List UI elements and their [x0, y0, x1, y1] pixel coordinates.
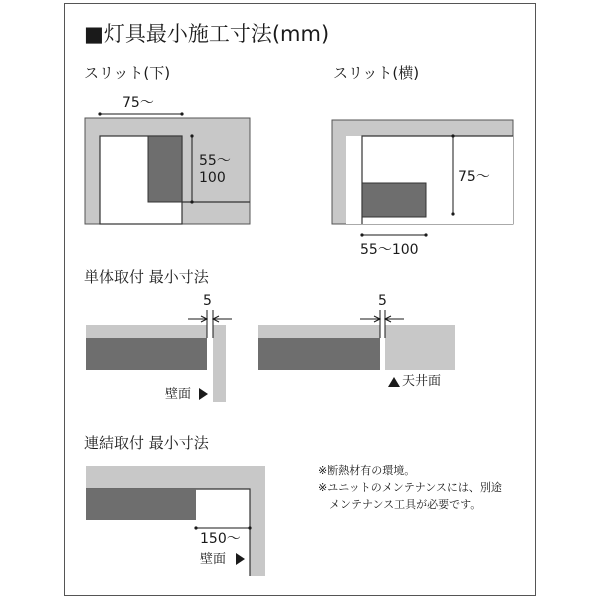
- single-wall-gap-arrow-left: [188, 316, 207, 322]
- linked-wall-label: 壁面: [200, 552, 227, 567]
- single-wall-wall: [213, 325, 226, 402]
- slit-side-label: スリット(横): [333, 64, 420, 82]
- linked-mount-label: 連結取付 最小寸法: [84, 434, 209, 452]
- single-ceiling-gap-arrow-right: [385, 316, 404, 322]
- single-wall-gap-arrow-right: [213, 316, 232, 322]
- slit-bottom-fixture: [148, 136, 182, 202]
- single-mount-label: 単体取付 最小寸法: [84, 268, 209, 286]
- single-wall-gap-value: 5: [203, 293, 212, 309]
- single-ceiling-label: 天井面: [402, 374, 442, 389]
- single-mount-wall-diagram: [86, 310, 232, 402]
- single-wall-fixture: [86, 338, 207, 370]
- slit-bottom-depth-value-1: 55～: [199, 153, 231, 169]
- slit-bottom-width-value: 75～: [122, 95, 154, 111]
- page-title: ■灯具最小施工寸法(mm): [84, 22, 330, 46]
- slit-side-depth-value: 75～: [458, 169, 490, 185]
- note-line-2: ※ユニットのメンテナンスには、別途: [318, 481, 502, 494]
- single-ceiling-fixture: [258, 338, 380, 370]
- linked-mount-diagram: [86, 466, 265, 576]
- single-ceiling-ceiling: [258, 325, 380, 338]
- single-ceiling-gap-arrow-left: [360, 316, 380, 322]
- ceiling-marker-triangle-icon: [388, 377, 400, 387]
- slit-bottom-depth-value-2: 100: [199, 170, 226, 186]
- wall-marker-triangle-icon: [199, 388, 208, 400]
- slit-bottom-diagram: [85, 114, 250, 224]
- single-wall-label: 壁面: [165, 387, 192, 402]
- note-line-1: ※断熱材有の環境。: [318, 464, 416, 477]
- single-ceiling-neighbor: [385, 325, 455, 370]
- linked-distance-value: 150～: [200, 531, 241, 547]
- slit-bottom-label: スリット(下): [84, 64, 171, 82]
- linked-fixture: [86, 489, 196, 520]
- slit-side-fixture: [362, 183, 426, 217]
- slit-side-width-value: 55～100: [360, 242, 419, 258]
- note-line-3: メンテナンス工具が必要です。: [318, 498, 482, 511]
- single-ceiling-gap-value: 5: [378, 293, 387, 309]
- single-wall-ceiling: [86, 325, 207, 338]
